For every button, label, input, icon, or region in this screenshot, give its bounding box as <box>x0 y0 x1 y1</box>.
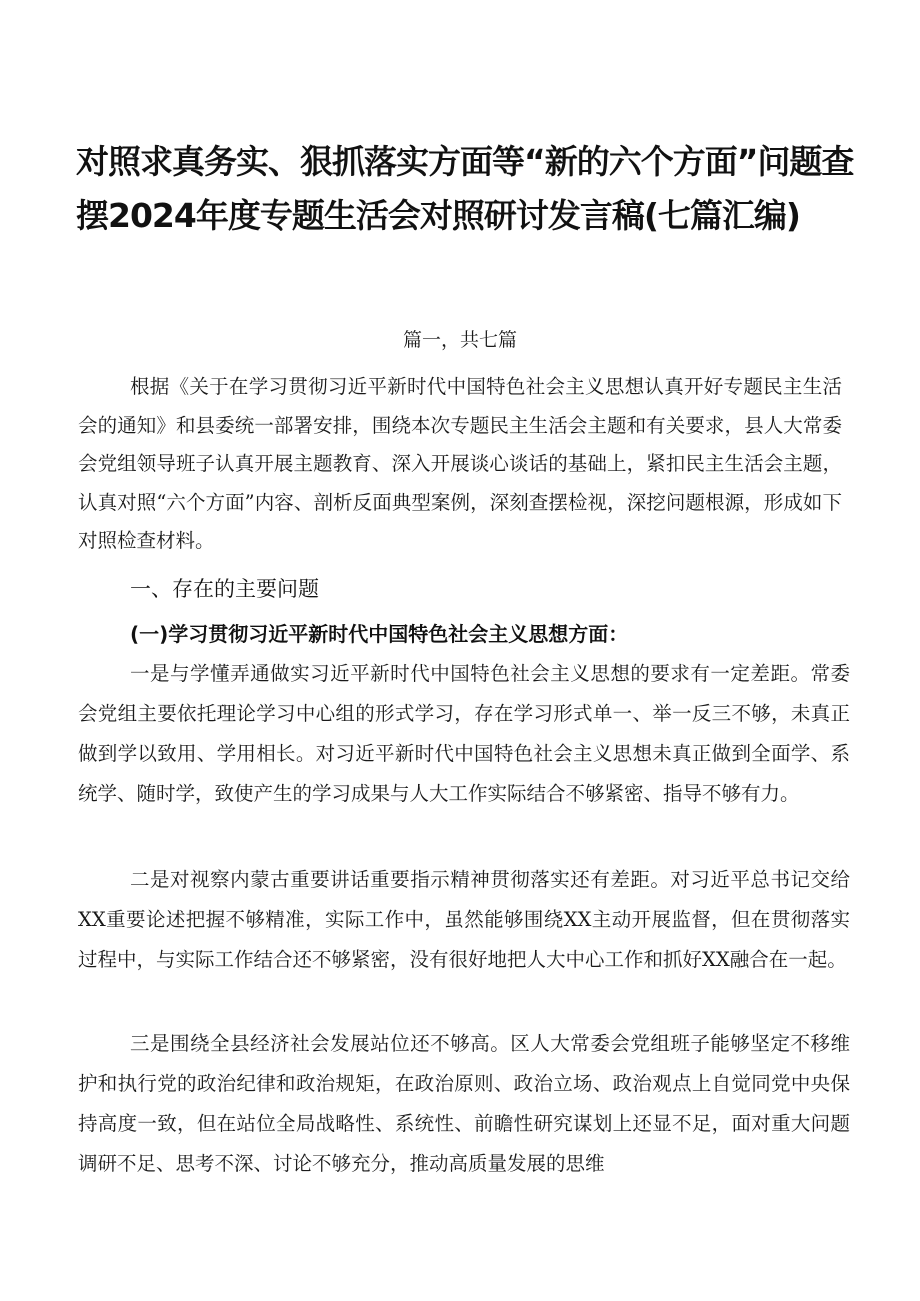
body-paragraph-2: 二是对视察内蒙古重要讲话重要指示精神贯彻落实还有差距。对习近平总书记交给XX重要论述把握不够精准，实际工作中，虽然能够围绕XX主动开展监督，但在贯彻落实过程中，与实际工作结合还不够紧密，没有很好地把人大中心工作和抓好XX融合在一起。 <box>78 868 850 971</box>
intro-paragraph: 根据《关于在学习贯彻习近平新时代中国特色社会主义思想认真开好专题民主生活会的通知》和县委统一部署安排，围绕本次专题民主生活会主题和有关要求，县人大常委会党组领导班子认真开展主题教育、深入开展谈心谈话的基础上，紧扣民主生活会主题，认真对照“六个方面”内容、剖析反面典型案例，深刻查摆检视，深挖问题根源，形成如下对照检查材料。 <box>78 375 842 552</box>
document-title-line-1: 对照求真务实、狠抓落实方面等“新的六个方面”问题查 <box>76 142 854 181</box>
section-heading: 一、存在的主要问题 <box>130 577 319 601</box>
subsection-heading: (一)学习贯彻习近平新时代中国特色社会主义思想方面： <box>130 622 629 646</box>
body-paragraph-1: 一是与学懂弄通做实习近平新时代中国特色社会主义思想的要求有一定差距。常委会党组主要依托理论学习中心组的形式学习，存在学习形式单一、举一反三不够，未真正做到学以致用、学用相长。对习近平新时代中国特色社会主义思想未真正做到全面学、系统学、随时学，致使产生的学习成果与人大工作实际结合不够紧密、指导不够有力。 <box>78 662 850 805</box>
section-subtitle: 篇一，共七篇 <box>402 329 517 351</box>
body-paragraph-3: 三是围绕全县经济社会发展站位还不够高。区人大常委会党组班子能够坚定不移维护和执行党的政治纪律和政治规矩，在政治原则、政治立场、政治观点上自觉同党中央保持高度一致，但在站位全局战略性、系统性、前瞻性研究谋划上还显不足，面对重大问题调研不足、思考不深、讨论不够充分，推动高质量发展的思维 <box>78 1032 850 1175</box>
document-title-line-2: 摆2024年度专题生活会对照研讨发言稿(七篇汇编) <box>76 196 801 235</box>
